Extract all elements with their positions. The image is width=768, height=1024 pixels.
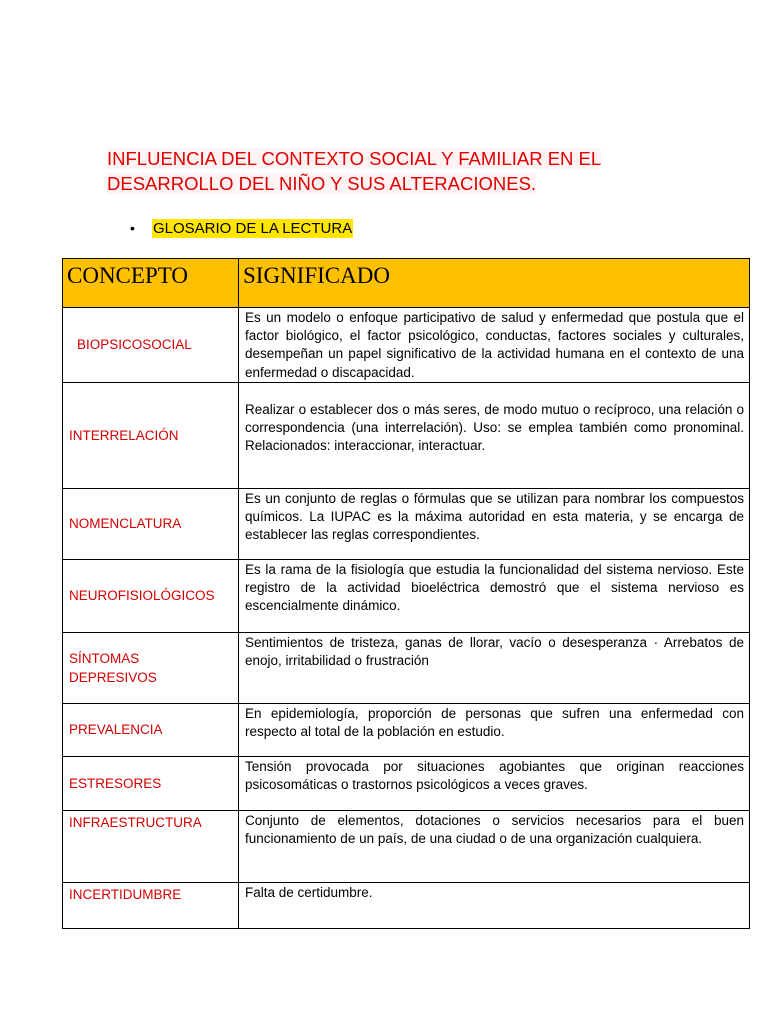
title-line-1: INFLUENCIA DEL CONTEXTO SOCIAL Y FAMILIAR EN EL xyxy=(107,148,602,169)
definition-text: Realizar o establecer dos o más seres, de modo mutuo o recíproco, una relación o correspondencia (una interrelación). Uso: se emplea también como pronominal. Relacionados: interaccionar, interactuar. xyxy=(245,401,744,454)
definition-text: Falta de certidumbre. xyxy=(245,884,373,900)
definition-text: En epidemiología, proporción de personas que sufren una enfermedad con respecto al total de la población en estudio. xyxy=(245,705,744,740)
table-row xyxy=(63,632,750,703)
bullet-icon: • xyxy=(130,220,135,236)
definition-cell xyxy=(239,882,750,928)
definition-text: Es la rama de la fisiología que estudia la funcionalidad del sistema nervioso. Este registro de la actividad bioeléctrica demostró que el sistema nervioso es escencialmente dinámico. xyxy=(245,561,744,614)
concept-cell: INCERTIDUMBRE xyxy=(63,882,239,928)
definition-cell xyxy=(239,756,750,810)
concept-cell: NOMENCLATURA xyxy=(63,488,239,559)
header-concept-cell xyxy=(63,259,239,308)
table-row xyxy=(63,882,750,928)
table-row xyxy=(63,382,750,488)
definition-cell xyxy=(239,308,750,383)
header-meaning: SIGNIFICADO xyxy=(243,263,390,288)
definition-cell xyxy=(239,810,750,882)
table-row xyxy=(63,756,750,810)
glossary-table xyxy=(62,258,750,929)
title-line-2: DESARROLLO DEL NIÑO Y SUS ALTERACIONES. xyxy=(107,173,537,194)
concept-cell: ESTRESORES xyxy=(63,756,239,810)
table-row xyxy=(63,810,750,882)
glossary-heading-text: GLOSARIO DE LA LECTURA xyxy=(153,220,353,237)
definition-text: Tensión provocada por situaciones agobiantes que originan reacciones psicosomáticas o trastornos psicológicos a veces graves. xyxy=(245,758,744,793)
concept-cell: INFRAESTRUCTURA xyxy=(63,810,239,882)
definition-text: Es un conjunto de reglas o fórmulas que se utilizan para nombrar los compuestos químicos. La IUPAC es la máxima autoridad en esta materia, y se encarga de establecer las reglas correspondientes. xyxy=(245,490,744,543)
definition-cell xyxy=(239,703,750,756)
glossary-heading xyxy=(130,218,353,239)
concept-cell: PREVALENCIA xyxy=(63,703,239,756)
table-row xyxy=(63,308,750,383)
document-title xyxy=(107,146,727,196)
concept-cell: BIOPSICOSOCIAL xyxy=(63,308,239,383)
table-row xyxy=(63,559,750,632)
table-row xyxy=(63,703,750,756)
definition-text: Es un modelo o enfoque participativo de salud y enfermedad que postula que el factor biológico, el factor psicológico, conductas, factores sociales y culturales, desempeñan un papel significativo de la actividad humana en el contexto de una enfermedad o discapacidad. xyxy=(245,310,744,380)
table-row xyxy=(63,488,750,559)
header-concept: CONCEPTO xyxy=(67,263,188,288)
table-header-row xyxy=(63,259,750,308)
header-meaning-cell xyxy=(239,259,750,308)
definition-cell xyxy=(239,559,750,632)
concept-text: SÍNTOMAS DEPRESIVOS xyxy=(69,650,157,685)
concept-cell: NEUROFISIOLÓGICOS xyxy=(63,559,239,632)
definition-cell xyxy=(239,488,750,559)
definition-cell xyxy=(239,632,750,703)
definition-text: Sentimientos de tristeza, ganas de llorar, vacío o desesperanza · Arrebatos de enojo, irritabilidad o frustración xyxy=(245,634,744,669)
definition-text: Conjunto de elementos, dotaciones o servicios necesarios para el buen funcionamiento de un país, de una ciudad o de una organización cualquiera. xyxy=(245,812,744,847)
concept-cell xyxy=(63,632,239,703)
definition-cell xyxy=(239,382,750,488)
concept-cell: INTERRELACIÓN xyxy=(63,382,239,488)
